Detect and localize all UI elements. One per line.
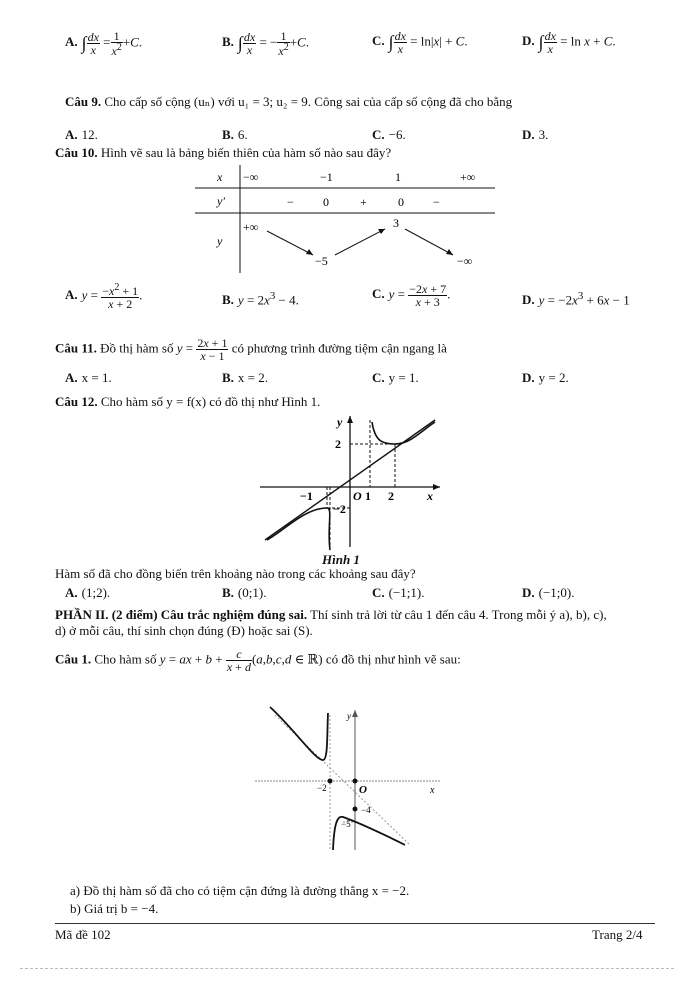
q11-option-d: D. y = 2. xyxy=(522,370,569,385)
q11-option-c: C. y = 1. xyxy=(372,370,419,385)
sign-zero-2: 0 xyxy=(398,195,404,209)
q10-option-a: A. y = $\frac{-x^2 + 1}{x + 2}$ . xyxy=(65,282,143,311)
sign-3: − xyxy=(433,195,440,209)
p2q1-tick-m2: −2 xyxy=(317,783,327,793)
x-plus-inf: +∞ xyxy=(460,170,476,184)
sign-zero-1: 0 xyxy=(323,195,329,209)
variation-table xyxy=(195,165,495,275)
q10-option-d: D. $y = -2x^3 + 6x - 1$ xyxy=(522,290,630,308)
footer-page-number: Trang 2/4 xyxy=(592,927,643,942)
q12-option-c: C. (−1;1). xyxy=(372,585,425,600)
q11-option-b: B. x = 2. xyxy=(222,370,269,385)
y-3: 3 xyxy=(393,216,399,230)
q11-stem: Câu 11. Đồ thị hàm số y = $\frac{2x + 1}{x - 1}$ có phương trình đường tiệm cận ngang là xyxy=(55,336,447,363)
q10-stem: Câu 10. Hình vẽ sau là bảng biến thiên của hàm số nào sau đây? xyxy=(55,145,392,160)
sign-1: − xyxy=(287,195,294,209)
hinh1-tick-y2: 2 xyxy=(335,437,341,451)
q10-option-c: C. y = $\frac{-2x + 7}{x + 3}$ . xyxy=(372,282,451,309)
q8-option-c: C. ∫ $\frac{dx}{x}$ = ln|x| + C. xyxy=(372,29,468,56)
q12-stem: Câu 12. Cho hàm số y = f(x) có đồ thị như Hình 1. xyxy=(55,394,321,409)
q12-option-a: A. (1;2). xyxy=(65,585,111,600)
bottom-scan-line xyxy=(20,968,674,969)
q8-option-d: D. ∫ $\frac{dx}{x}$ = ln x + C. xyxy=(522,29,616,56)
q12-question: Hàm số đã cho đồng biến trên khoảng nào trong các khoảng sau đây? xyxy=(55,566,416,581)
q8-option-b: B. ∫ $\frac{dx}{x}$ = − $\frac{1}{x^2}$ +C. xyxy=(222,29,309,58)
x-1: 1 xyxy=(395,170,401,184)
q9-option-a: A. 12. xyxy=(65,127,98,142)
q9-stem: Câu 9. Cho cấp số cộng (uₙ) với u₁ = 3; u₂ = 9. Công sai của cấp số cộng đã cho bằng xyxy=(65,94,513,109)
p2q1-item-a: a) Đồ thị hàm số đã cho có tiệm cận đứng là đường thẳng x = −2. xyxy=(70,883,410,898)
q11-option-a: A. x = 1. xyxy=(65,370,112,385)
p2q1-origin: O xyxy=(359,784,367,796)
sign-2: + xyxy=(360,195,367,209)
hinh1-tick-1: 1 xyxy=(365,489,371,503)
table-x-label: x xyxy=(217,170,223,184)
hinh1-tick-m1: −1 xyxy=(300,489,313,503)
p2q1-tick-m5: −5 xyxy=(341,819,351,829)
q12-option-b: B. (0;1). xyxy=(222,585,267,600)
q9-option-b: B. 6. xyxy=(222,127,248,142)
y-minus-5: −5 xyxy=(315,254,328,268)
y-minus-inf: −∞ xyxy=(457,254,473,268)
table-y-label: y xyxy=(217,234,223,248)
p2q1-item-b: b) Giá trị b = −4. xyxy=(70,901,159,916)
p2q1-tick-m4: −4 xyxy=(361,805,371,815)
hinh1-graph xyxy=(255,412,445,557)
footer-exam-code: Mã đề 102 xyxy=(55,927,111,942)
part2-heading: PHẦN II. (2 điểm) Câu trắc nghiệm đúng sai. Thí sinh trả lời từ câu 1 đến câu 4. Trong mỗi ý a), b), c), xyxy=(55,607,607,622)
hinh1-tick-ym2: −2 xyxy=(333,502,346,516)
p2q1-x-label: x xyxy=(430,785,435,796)
hinh1-y-label: y xyxy=(337,415,343,429)
hinh1-tick-2: 2 xyxy=(388,489,394,503)
q8-option-a: A. ∫ $\frac{dx}{x}$ = $\frac{1}{x^2}$ +C. xyxy=(65,29,143,58)
part2-heading-line2: d) ở mỗi câu, thí sinh chọn đúng (Đ) hoặc sai (S). xyxy=(55,623,313,638)
x-minus-inf: −∞ xyxy=(243,170,259,184)
p2q1-y-label: y xyxy=(347,711,351,721)
q9-option-c: C. −6. xyxy=(372,127,406,142)
x-minus-1: −1 xyxy=(320,170,333,184)
hinh1-origin: O xyxy=(353,489,362,503)
p2q1-stem: Câu 1. Cho hàm số y = ax + b + $\frac{c}{x + d}$ (a,b,c,d ∈ ℝ) có đồ thị như hình vẽ sau: xyxy=(55,647,461,674)
q10-option-b: B. $y = 2x^3 - 4$. xyxy=(222,290,299,308)
q12-option-d: D. (−1;0). xyxy=(522,585,575,600)
y-plus-inf: +∞ xyxy=(243,220,259,234)
footer-rule xyxy=(55,923,655,924)
hinh1-caption: Hình 1 xyxy=(322,552,360,567)
p2q1-graph xyxy=(255,705,445,855)
q9-option-d: D. 3. xyxy=(522,127,549,142)
table-yprime-label: y′ xyxy=(217,194,225,208)
hinh1-x-label: x xyxy=(427,489,433,503)
